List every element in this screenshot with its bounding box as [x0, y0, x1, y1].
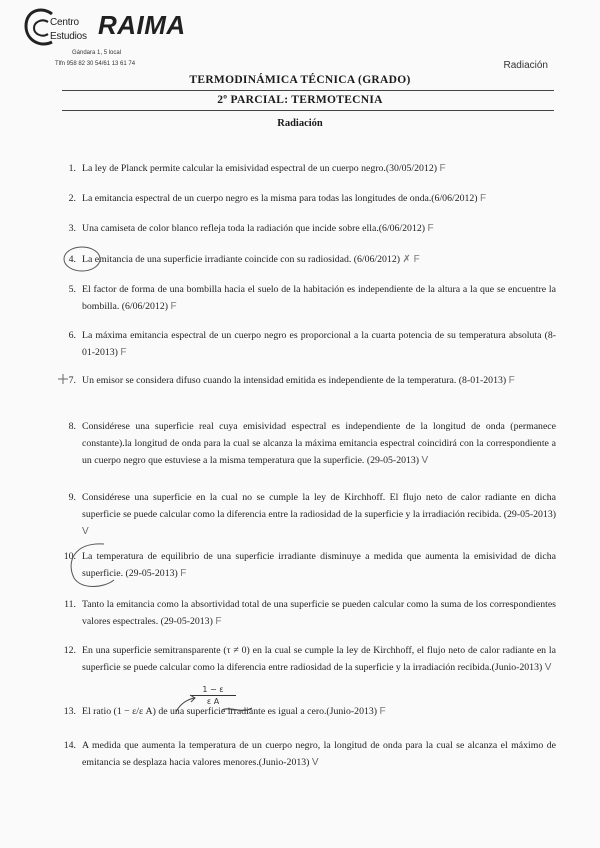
question-text: Tanto la emitancia como la absortividad total de una superficie se pueden calcular como la suma de los correspondientes valores espectrales. (29-05-2013) — [82, 599, 556, 627]
question-text: En una superficie semitransparente (τ ≠ 0) en la cual se cumple la ley de Kirchhoff, el flujo neto de calor radiante en la superficie se puede calcular como la diferencia entre radiosidad de la superficie y la irradiación recibida.(Junio-2013) — [82, 645, 556, 673]
question-number: 13. — [63, 706, 76, 717]
handwritten-strikethrough — [220, 702, 254, 718]
question-item — [68, 281, 556, 315]
question-item — [68, 160, 556, 177]
question-number: 6. — [68, 330, 76, 341]
question-text: Considérese una superficie en la cual no se cumple la ley de Kirchhoff. El flujo neto de calor radiante en dicha superficie se puede calcular como la diferencia entre la radiosidad de la superficie y la irradiación recibida. (29-05-2013) — [82, 492, 556, 520]
answer-mark: F — [215, 616, 222, 627]
question-item — [63, 737, 556, 771]
logo-address-line1: Gándara 1, 5 local — [72, 50, 122, 56]
corner-label: Radiación — [503, 60, 548, 71]
topic-heading: Radiación — [277, 118, 323, 129]
logo-name: RAIMA — [98, 10, 186, 40]
page-subtitle: 2º PARCIAL: TERMOTECNIA — [217, 94, 383, 106]
question-text: La máxima emitancia espectral de un cuerpo negro es proporcional a la cuarta potencia de su temperatura absoluta (8-01-2013) — [82, 330, 556, 358]
question-item — [68, 251, 556, 268]
handwritten-tick — [56, 372, 70, 386]
question-text: A medida que aumenta la temperatura de un cuerpo negro, la longitud de onda para la cual se alcanza el máximo de emitancia se desplaza hacia valores menores.(Junio-2013) — [82, 740, 556, 768]
handwritten-circle — [62, 244, 104, 274]
question-number: 1. — [68, 163, 76, 174]
question-text: La emitancia espectral de un cuerpo negro es la misma para todas las longitudes de onda.(6/06/2012) — [82, 193, 478, 204]
question-item — [63, 548, 556, 582]
fraction-numerator: 1 − ε — [190, 684, 236, 696]
question-item — [68, 327, 556, 361]
question-text: El ratio (1 − ε/ε A) de una superficie irradiante es igual a cero.(Junio-2013) — [82, 706, 378, 717]
question-number: 5. — [68, 284, 76, 295]
question-item — [68, 489, 556, 540]
question-number: 10. — [63, 551, 76, 562]
logo-centro: Centro — [50, 17, 79, 28]
question-text: Considérese una superficie real cuya emisividad espectral es independiente de la longitud de onda (permanece constante).la longitud de onda para la cual se alcanza la máxima emitancia espectral coincidirá con la correspondiente a un cuerpo negro que estuviese a la misma temperatura que la superficie. (29-05-2013) — [82, 421, 556, 466]
question-item — [63, 642, 556, 676]
answer-mark: ✗ F — [402, 254, 420, 265]
question-text: La emitancia de una superficie irradiante coincide con su radiosidad. (6/06/2012) — [82, 254, 401, 265]
divider — [62, 90, 554, 91]
answer-mark: F — [379, 706, 386, 717]
answer-mark: V — [544, 662, 552, 673]
question-number: 9. — [68, 492, 76, 503]
question-number: 11. — [64, 599, 76, 610]
question-text: La ley de Planck permite calcular la emisividad espectral de un cuerpo negro.(30/05/2012) — [82, 163, 438, 174]
answer-mark: F — [439, 163, 446, 174]
fraction-denominator: ε A — [206, 697, 220, 706]
answer-mark: F — [427, 223, 434, 234]
answer-mark: F — [480, 193, 487, 204]
question-number: 2. — [68, 193, 76, 204]
handwritten-circle — [64, 540, 120, 592]
question-item — [64, 596, 556, 630]
answer-mark: F — [120, 347, 127, 358]
question-number: 3. — [68, 223, 76, 234]
answer-mark: V — [82, 526, 89, 537]
question-item — [63, 703, 556, 720]
question-item — [68, 372, 556, 389]
question-text: Una camiseta de color blanco refleja toda la radiación que incide sobre ella.(6/06/2012) — [82, 223, 426, 234]
answer-mark: F — [170, 301, 177, 312]
question-number: 4. — [68, 254, 76, 265]
question-text: El factor de forma de una bombilla hacia el suelo de la habitación es independiente de la altura a la que se encuentre la bombilla. (6/06/2012) — [82, 284, 556, 312]
page-title: TERMODINÁMICA TÉCNICA (GRADO) — [189, 74, 411, 86]
logo-estudios: Estudios — [50, 31, 87, 42]
answer-mark: V — [421, 455, 429, 466]
answer-mark: V — [311, 757, 319, 768]
answer-mark: F — [180, 568, 187, 579]
question-item — [68, 418, 556, 469]
logo-mark-icon — [22, 6, 62, 52]
handwritten-arrow — [172, 692, 200, 714]
divider — [62, 110, 554, 111]
question-number: 12. — [63, 645, 76, 656]
question-text: Un emisor se considera difuso cuando la intensidad emitida es independiente de la temperatura. (8-01-2013) — [82, 375, 507, 386]
question-item — [68, 220, 556, 237]
question-number: 8. — [68, 421, 76, 432]
logo-address-line2: Tlfn 958 82 30 54/61 13 61 74 — [55, 61, 136, 67]
logo — [22, 6, 186, 70]
question-text: La temperatura de equilibrio de una superficie irradiante disminuye a medida que aumenta la emisividad de dicha superficie. (29-05-2013) — [82, 551, 556, 579]
question-number: 14. — [63, 740, 76, 751]
question-item — [68, 190, 556, 207]
answer-mark: F — [508, 375, 515, 386]
question-number: 7. — [68, 375, 76, 386]
